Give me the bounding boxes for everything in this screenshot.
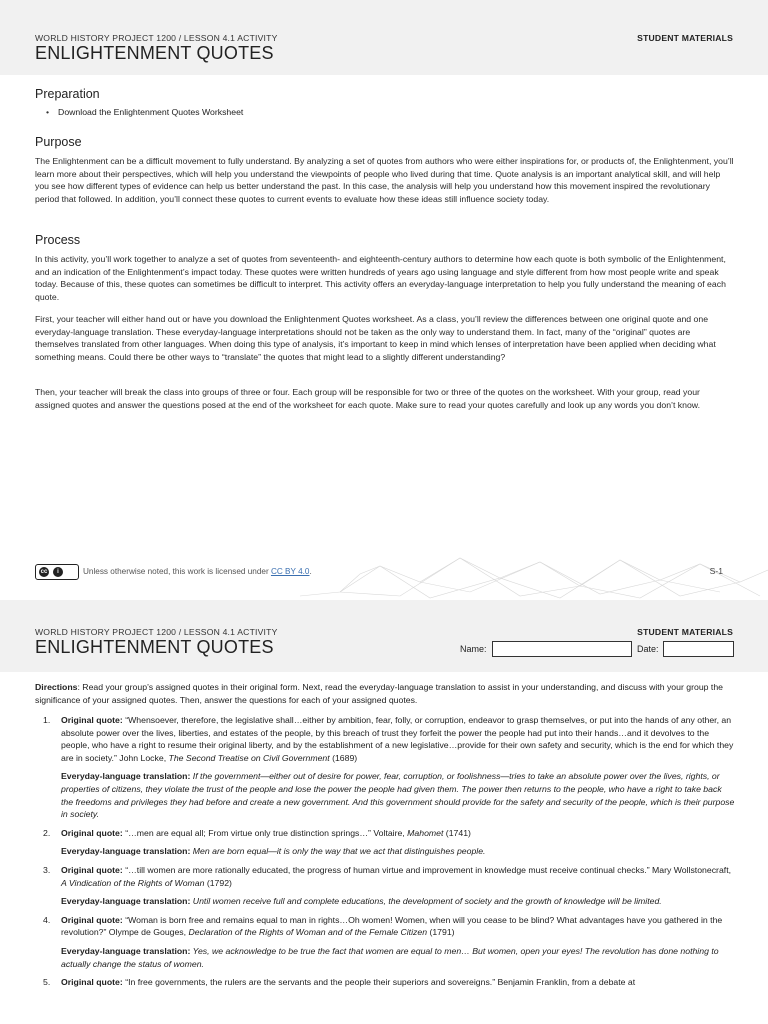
original-quote-label: Original quote: [61,827,123,838]
name-field[interactable] [492,641,632,657]
license-prefix: Unless otherwise noted, this work is licensed under [83,567,271,576]
quote-item [35,914,735,970]
directions-text: : Read your group’s assigned quotes in their original form. Next, read the everyday-language translation to assist in your understanding, and discuss with your group the significance of your assigned quotes. Then, answer the questions for each of your assigned quotes. [35,682,723,705]
license-suffix: . [309,567,312,576]
original-quote [61,914,735,939]
cc-icon: cc [40,569,48,575]
page2-student-materials: STUDENT MATERIALS [637,627,733,637]
preparation-list [46,107,243,117]
purpose-text: The Enlightenment can be a difficult movement to fully understand. By analyzing a set of quotes from authors who were either inspirations for, or products of, the Enlightenment, you’ll learn more about their perspectives, which will help you understand the viewpoints of people who lived during that time. Quote analysis is an important analytical skill, and will help you see how different types of evidence can help us better understand the past. In this case, the analysis will help you understand how this movement inspired the revolutionary period that followed. In addition, you’ll connect these quotes to current events to evaluate how these ideas still influence society today. [35,156,734,204]
date-field[interactable] [663,641,734,657]
quote-number: 3. [43,864,51,875]
original-quote-label: Original quote: [61,864,123,875]
quote-number: 5. [43,977,51,988]
original-quote-text: “…men are equal all; From virtue only true distinction springs…” Voltaire, [122,827,408,838]
quote-item [35,976,735,989]
translation [61,945,735,970]
page1-kicker: WORLD HISTORY PROJECT 1200 / LESSON 4.1 ACTIVITY [35,33,278,43]
date-label: Date: [637,644,659,654]
process-paragraph-1: In this activity, you’ll work together to analyze a set of quotes from seventeenth- and eighteenth-century authors to determine how each quote is both symbolic of the Enlightenment, and an indication of the Enlightenment’s impact today. These quotes were written hundreds of years ago using language and style different from how most people write and speak today. Because of this, these quotes can sometimes be difficult to interpret. This activity offers an everyday-language interpretation to help you fully understand the meaning of each quote. [35,254,726,302]
quote-number: 4. [43,914,51,925]
directions [35,681,735,706]
work-title: A Vindication of the Rights of Woman [61,877,205,888]
work-year: (1689) [329,752,358,763]
work-title: Declaration of the Rights of Woman and of the Female Citizen [188,927,428,938]
original-quote-label: Original quote: [61,914,123,925]
page-number: S-1 [709,566,723,576]
quote-item [35,714,735,821]
translation-label: Everyday-language translation: [61,945,191,956]
translation-text: Men are born equal—it is only the way that we act that distinguishes people. [190,846,486,857]
preparation-item: • Download the Enlightenment Quotes Worksheet [46,107,243,117]
original-quote-label: Original quote: [61,977,123,988]
original-quote [61,864,735,889]
work-year: (1741) [443,827,471,838]
translation-text: Until women receive full and complete educations, the development of society and the growth of knowledge will be limited. [190,896,662,907]
license-text [83,567,312,576]
quotes-list [35,714,735,995]
work-title: Mahomet [407,827,444,838]
process-paragraph-2: First, your teacher will either hand out or have you download the Enlightenment Quotes worksheet. As a class, you’ll review the differences between one original quote and one everyday-language translation. These everyday-language interpretations should not be taken as the only way to understand them. In fact, many of the “original” quotes are themselves translated from other languages. When doing this type of analysis, it’s important to keep in mind which lenses of interpretation have been applied when deciding what something means. Could there be other ways to “translate” the quotes that might lead to a slightly different understanding? [35,314,716,362]
translation-text: Yes, we acknowledge to be true the fact that women are equal to men… But women, open your eyes! The revolution has done nothing to actually change the status of women. [61,945,719,969]
work-year: (1792) [204,877,232,888]
translation-label: Everyday-language translation: [61,896,191,907]
quote-item [35,827,735,858]
footer-network-graphic [0,552,768,600]
directions-label: Directions [35,682,78,692]
preparation-heading: Preparation [35,87,100,101]
name-label: Name: [460,644,487,654]
original-quote-label: Original quote: [61,715,123,725]
by-icon: i [53,567,63,577]
original-quote-text: “Whensoever, therefore, the legislative shall…either by ambition, fear, folly, or corruption, endeavor to grasp themselves, or put into the hands of any other, an absolute power over the lives, liberties, and estates of the people, by this breach of trust they forfeit the power the people had put into their hands…and it devolves to the people, who have a right to resume their original liberty, and by the establishment of a new legislative…provide for their own safety and security, which is the end for which they are in society.” John Locke, [61,715,734,763]
quote-number: 1. [43,715,51,725]
translation [61,845,735,858]
translation-label: Everyday-language translation: [61,771,191,782]
page2-kicker: WORLD HISTORY PROJECT 1200 / LESSON 4.1 ACTIVITY [35,627,278,637]
original-quote [61,827,735,840]
translation-text: If the government—either out of desire for power, fear, corruption, or foolishness—tries to take an absolute power over the lives, rights, or properties of citizens, they violate the trust of the people and lose the power the people had given them. The power then returns to the people, who have a right to take back the freedoms and privileges they had before and create a new government. And this government should provide for the safety and security of the people, which is their purpose in society. [61,771,735,820]
purpose-heading: Purpose [35,135,82,149]
translation-label: Everyday-language translation: [61,846,191,857]
process-paragraph-3: Then, your teacher will break the class into groups of three or four. Each group will be responsible for two or three of the quotes on the worksheet. With your group, read your assigned quotes and answer the questions posed at the end of the worksheet for each quote. Make sure to read your quotes carefully and look up any words you don’t know. [35,387,701,410]
process-heading: Process [35,233,81,247]
original-quote-text: “…till women are more rationally educated, the progress of human virtue and improvement in knowledge must receive continual checks.” Mary Wollstonecraft, [122,864,732,875]
cc-license-badge [35,564,79,580]
page2-title: ENLIGHTENMENT QUOTES [35,637,274,657]
translation [61,895,735,908]
quote-item [35,864,735,908]
original-quote-text: “In free governments, the rulers are the servants and the people their superiors and sovereigns.” Benjamin Franklin, from a debate at [122,977,636,988]
work-title: The Second Treatise on Civil Government [168,752,330,763]
quote-number: 2. [43,827,51,838]
page1-student-materials: STUDENT MATERIALS [637,33,733,43]
work-year: (1791) [427,927,455,938]
license-link[interactable]: CC BY 4.0 [270,567,310,576]
original-quote [61,714,735,764]
page1-title: ENLIGHTENMENT QUOTES [35,43,274,63]
translation [61,770,735,820]
original-quote [61,976,735,989]
original-quote-text: “Woman is born free and remains equal to man in rights…Oh women! Women, when will you cease to be blind? What advantages have you gathered in the revolution?” Olympe de Gouges, [61,914,723,938]
